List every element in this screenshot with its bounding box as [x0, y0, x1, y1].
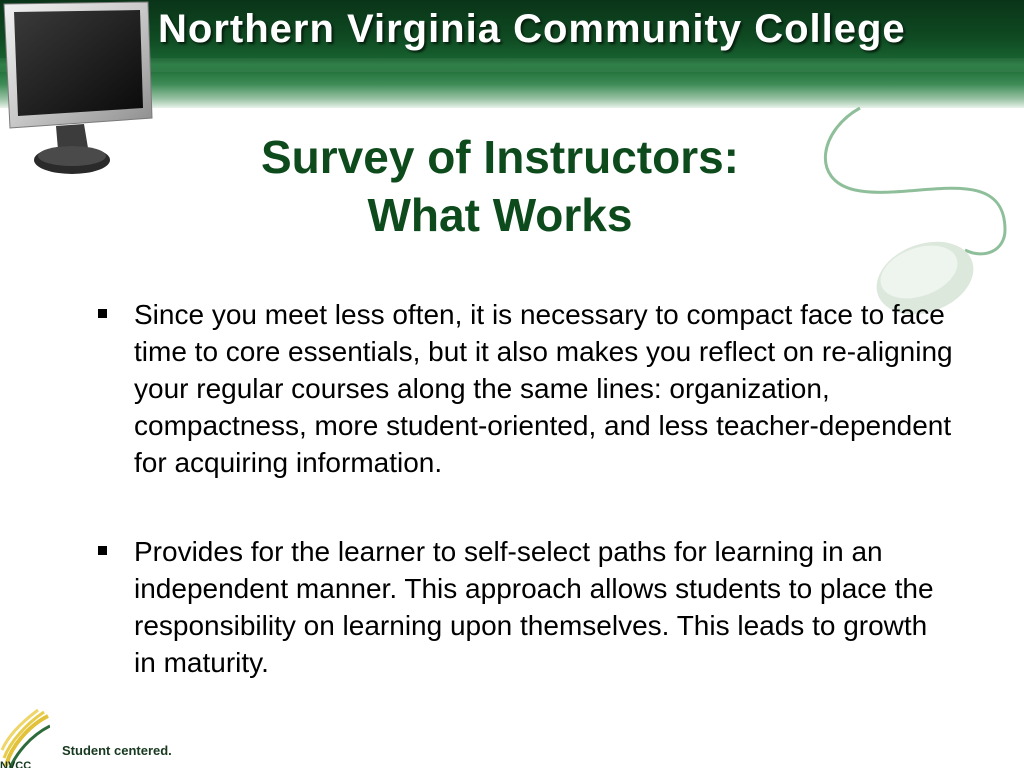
bullet-text: Since you meet less often, it is necessary to compact face to face time to core essentials, but it also makes you reflect on re-aligning your regular courses along the same lines: organization, compactness, more student-oriented, and less teacher-dependent for acquiring information.: [134, 299, 953, 478]
footer-tagline-2: NVCC: [0, 760, 32, 768]
computer-mouse-icon: [815, 100, 1024, 320]
slide-title: [200, 128, 800, 244]
slide-title-line-1: Survey of Instructors:: [261, 131, 739, 183]
college-name: Northern Virginia Community College: [158, 7, 906, 51]
computer-monitor-icon: [0, 0, 160, 190]
bullet-list: [96, 296, 956, 681]
footer-tagline: Student centered.: [62, 743, 172, 758]
square-bullet-icon: [98, 546, 107, 555]
bullet-text: Provides for the learner to self-select paths for learning in an independent manner. This approach allows students to place the responsibility on learning upon themselves. This leads to growth in maturity.: [134, 536, 934, 678]
bullet-item: [96, 533, 956, 681]
bullet-item: [96, 296, 956, 481]
nvcc-logo-icon: [0, 708, 50, 768]
square-bullet-icon: [98, 309, 107, 318]
slide-title-line-2: What Works: [367, 189, 633, 241]
